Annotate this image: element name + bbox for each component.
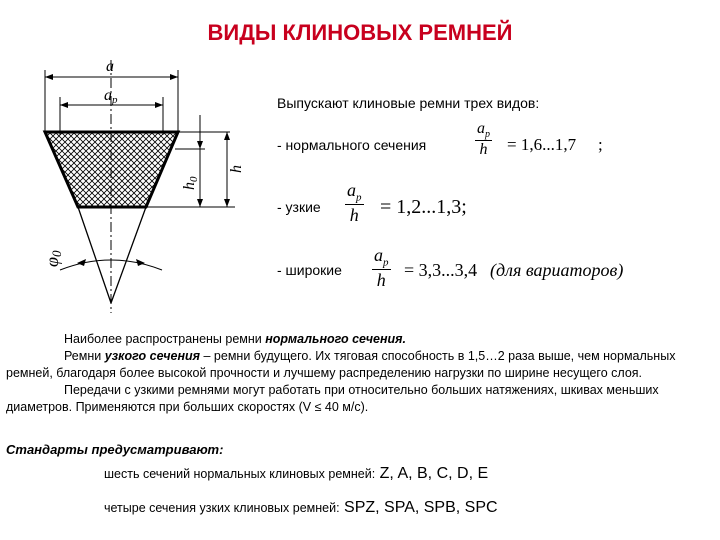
paragraph-2: Ремни узкого сечения – ремни будущего. Их тяговая способность в 1,5…2 раза выше, чем нормальных ремней, благодаря более высокой прочности и лучшему распределению нагрузки по ширине несущего слоя.: [6, 349, 676, 380]
intro-text: Выпускают клиновые ремни трех видов:: [277, 95, 540, 111]
page-title: ВИДЫ КЛИНОВЫХ РЕМНЕЙ: [207, 20, 513, 45]
v-belt-section-diagram: [20, 55, 250, 320]
type-wide-value: = 3,3...3,4: [404, 260, 478, 280]
type-normal-fraction: $\frac{a_p}{h}$: [477, 120, 490, 159]
type-wide-label: - широкие: [277, 262, 342, 278]
description-paragraphs: [6, 331, 706, 416]
label-h0: h0: [181, 176, 200, 190]
paragraph-3: Передачи с узкими ремнями могут работать при относительно больших натяжениях, шкивах меньших диаметров. Применяются при больших скоростях (V ≤ 40 м/с).: [6, 383, 659, 414]
paragraph-1: Наиболее распространены ремни нормального сечения.: [64, 332, 406, 346]
label-h: h: [228, 165, 245, 173]
type-narrow-fraction: $\frac{a_p}{h}$: [347, 180, 362, 225]
type-narrow-label: - узкие: [277, 199, 321, 215]
label-phi: φ0: [42, 250, 64, 267]
standards-heading: Стандарты предусматривают:: [6, 442, 224, 457]
type-normal-label: - нормального сечения: [277, 137, 427, 153]
type-normal-value: = 1,6...1,7: [507, 135, 577, 154]
standards-narrow-line: четыре сечения узких клиновых ремней: SPZ, SPA, SPB, SPC: [104, 499, 498, 516]
type-wide-suffix: (для вариаторов): [490, 260, 624, 280]
label-a: a: [106, 58, 114, 75]
type-narrow-value: = 1,2...1,3;: [380, 196, 467, 218]
label-ap: ap: [104, 87, 118, 106]
standards-normal-line: шесть сечений нормальных клиновых ремней: Z, A, B, C, D, E: [104, 465, 489, 482]
type-normal-suffix: ;: [598, 135, 603, 154]
type-wide-fraction: $\frac{a_p}{h}$: [374, 245, 389, 290]
